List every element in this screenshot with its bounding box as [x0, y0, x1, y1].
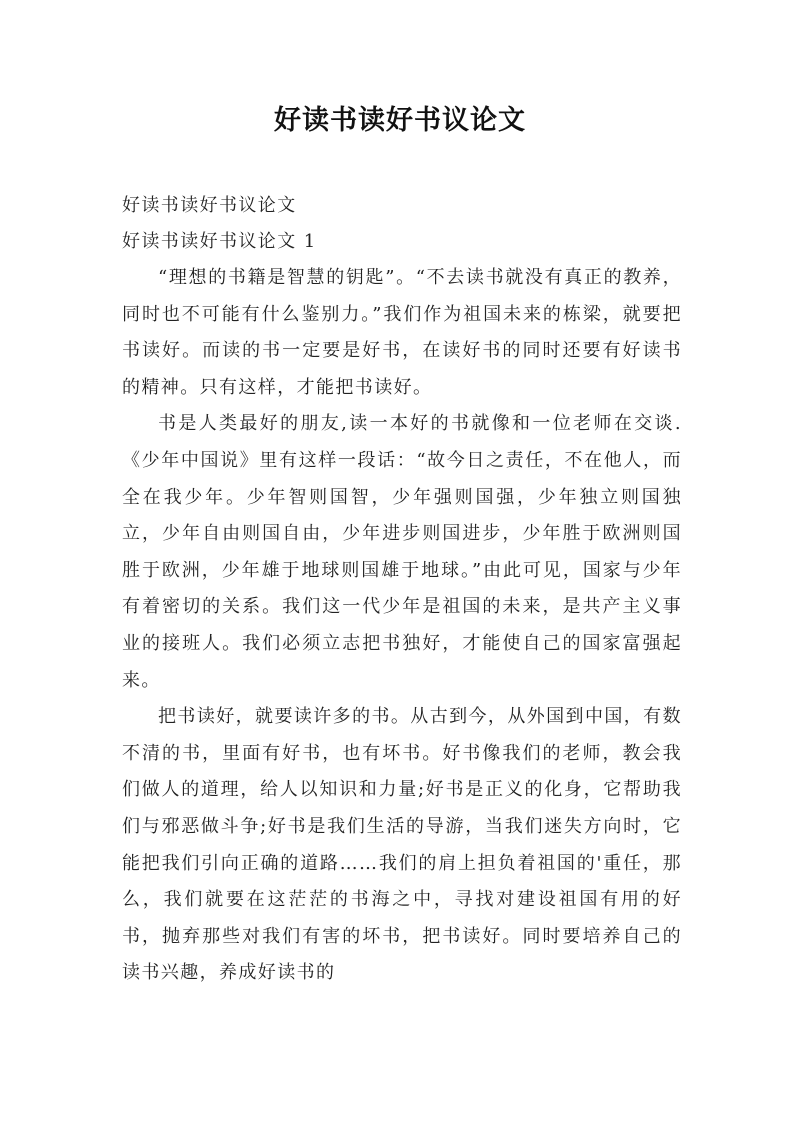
document-subtitle: 好读书读好书议论文	[122, 195, 297, 216]
document-body	[122, 188, 682, 992]
paragraph-3: 把书读好，就要读许多的书。从古到今，从外国到中国，有数不清的书，里面有好书，也有坏书。好书像我们的老师，教会我们做人的道理，给人以知识和力量;好书是正义的化身，它帮助我们与邪恶做斗争;好书是我们生活的导游，当我们迷失方向时，它能把我们引向正确的道路……我们的肩上担负着祖国的'重任，那么，我们就要在这茫茫的书海之中，寻找对建设祖国有用的好书，抛弃那些对我们有害的坏书，把书读好。同时要培养自己的读书兴趣，养成好读书的	[122, 706, 682, 984]
paragraph-2: 书是人类最好的朋友,读一本好的书就像和一位老师在交谈. 《少年中国说》里有这样一段话：“故今日之责任，不在他人，而全在我少年。少年智则国智，少年强则国强，少年独立则国独立，少年自由则国自由，少年进步则国进步，少年胜于欧洲则国胜于欧洲，少年雄于地球则国雄于地球。”由此可见，国家与少年有着密切的关系。我们这一代少年是祖国的未来，是共产主义事业的接班人。我们必须立志把书独好，才能使自己的国家富强起来。	[122, 413, 682, 691]
section-heading: 好读书读好书议论文 1	[122, 231, 317, 252]
paragraph-1: “理想的书籍是智慧的钥匙”。“不去读书就没有真正的教养，同时也不可能有什么鉴别力。”我们作为祖国未来的栋梁，就要把书读好。而读的书一定要是好书，在读好书的同时还要有好读书的精神。只有这样，才能把书读好。	[122, 267, 682, 398]
document-title: 好读书读好书议论文	[274, 105, 526, 136]
